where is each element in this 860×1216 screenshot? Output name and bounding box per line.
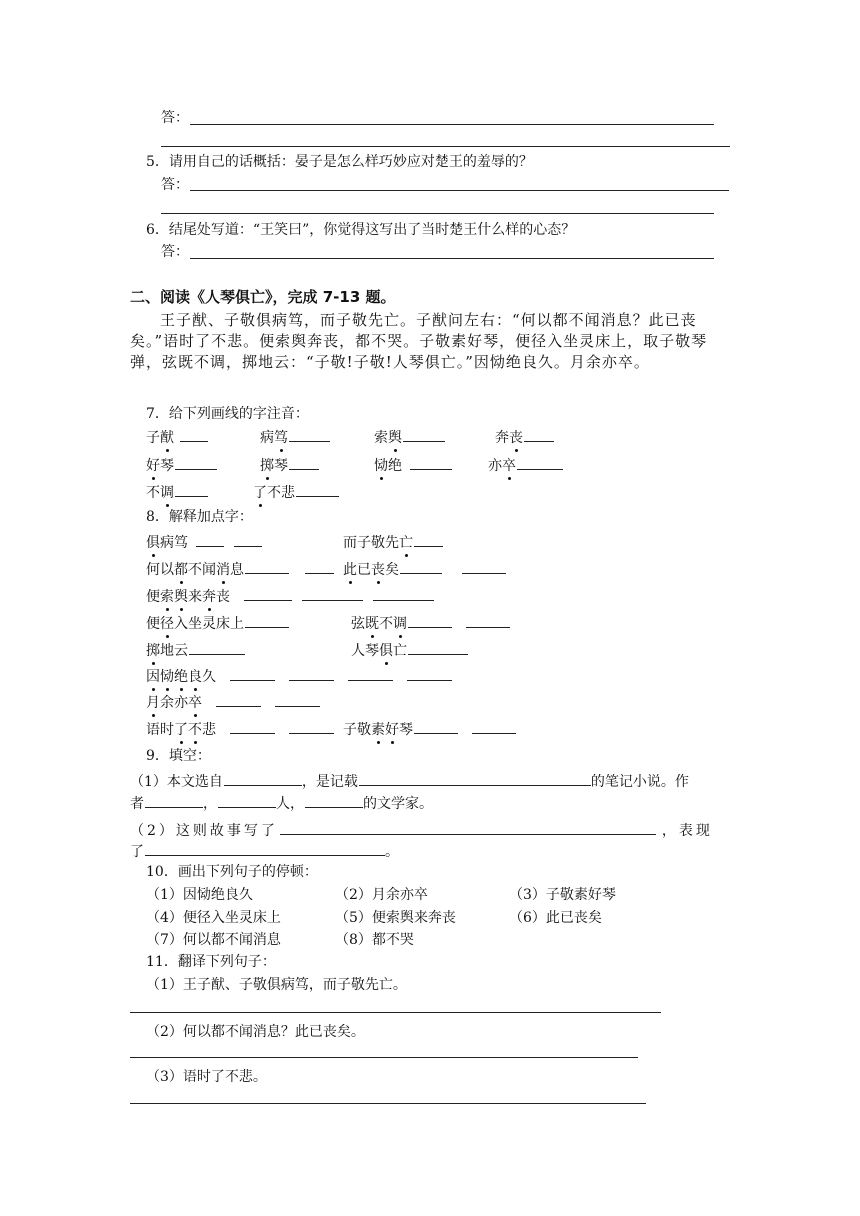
q8-item-4 [343, 559, 506, 579]
q7-item-6 [260, 455, 319, 475]
q5-answer-label: 答： [161, 177, 189, 193]
q7-item-7 [374, 455, 452, 475]
emphasis-dot-char: 奔 [202, 589, 216, 605]
q7-item-4 [495, 427, 554, 447]
emphasis-dot-char: 绝 [174, 669, 188, 685]
q9-part2-line2 [130, 841, 399, 861]
q9-blank-story[interactable] [280, 820, 656, 835]
q7-blank-9[interactable] [175, 482, 208, 497]
q8-blank-9[interactable] [408, 640, 468, 655]
emphasis-dot-char: 良 [188, 669, 202, 685]
q7-blank-2[interactable] [289, 427, 330, 442]
q8-blank-1a[interactable] [196, 532, 224, 547]
q8-item-11 [146, 692, 320, 712]
q9-p2-c: 了 [130, 844, 144, 860]
emphasis-dot-char: 月 [146, 695, 160, 711]
q8-blank-3a[interactable] [245, 559, 289, 574]
q7-item-2-text: 病笃 [260, 430, 288, 446]
q9-p1-c: 的笔记小说。作 [590, 774, 689, 790]
q7-item-9-text: 不调 [146, 485, 174, 501]
q8-blank-8[interactable] [189, 640, 245, 655]
q5-answer-line-1[interactable] [190, 190, 729, 191]
q8-blank-11a[interactable] [216, 692, 261, 707]
q7-item-5-text: 好琴 [146, 458, 174, 474]
q8-item-2 [343, 532, 443, 552]
q9-blank-source[interactable] [224, 771, 302, 786]
q8-blank-3b[interactable] [305, 559, 334, 574]
q11-answer-line-1[interactable] [130, 1012, 661, 1013]
q8-item-13-text: 子敬素好琴 [343, 722, 413, 738]
q9-p1-a: （1）本文选自 [130, 774, 223, 790]
emphasis-dot-char: 因 [146, 669, 160, 685]
q11-title: 11．翻译下列句子： [146, 954, 276, 970]
q7-item-10 [253, 482, 339, 502]
q10-item-4[interactable]: （4）便径入坐灵床上 [146, 910, 281, 926]
q9-p1-e: ， [203, 796, 217, 812]
q8-blank-11b[interactable] [275, 692, 320, 707]
emphasis-dot-char: 掷 [146, 643, 160, 659]
emphasis-dot-char: 好 [385, 722, 399, 738]
q7-blank-5[interactable] [175, 455, 217, 470]
q10-item-2[interactable]: （2）月余亦卒 [335, 887, 428, 903]
passage [130, 310, 730, 373]
emphasis-dot-char: 调 [160, 485, 174, 501]
q7-item-3-text: 索舆 [374, 430, 402, 446]
q9-part1-line1 [130, 771, 689, 791]
q8-blank-1b[interactable] [234, 532, 262, 547]
q9-p1-d: 者 [130, 796, 144, 812]
q8-item-9-text: 人琴俱亡 [351, 643, 407, 659]
q7-blank-4[interactable] [524, 427, 554, 442]
q11-answer-line-2[interactable] [130, 1057, 638, 1058]
q10-item-5[interactable]: （5）便索舆来奔丧 [335, 910, 456, 926]
q8-item-5 [146, 586, 434, 606]
q8-blank-12b[interactable] [289, 719, 334, 734]
emphasis-dot-char: 卒 [188, 695, 202, 711]
q8-item-7 [351, 613, 510, 633]
q9-blank-place[interactable] [218, 793, 276, 808]
emphasis-dot-char: 掷 [260, 458, 274, 474]
emphasis-dot-char: 卒 [502, 458, 516, 474]
q9-part2-line1 [130, 820, 713, 840]
q8-item-11-text: 月余亦卒 [146, 695, 202, 711]
q9-p2-d: 。 [385, 844, 399, 860]
q9-p2-a: （2）这则故事写了 [130, 823, 278, 839]
q8-blank-10d[interactable] [407, 666, 452, 681]
q9-p1-g: 的文学家。 [363, 796, 433, 812]
q9-blank-express[interactable] [145, 841, 385, 856]
q4-answer-label: 答： [161, 110, 189, 126]
q11-answer-line-3[interactable] [130, 1103, 646, 1104]
q9-blank-author[interactable] [145, 793, 203, 808]
q8-item-1 [146, 532, 262, 552]
q9-title: 9．填空： [146, 748, 211, 764]
q10-title: 10．画出下列句子的停顿： [146, 864, 318, 880]
q8-blank-5c[interactable] [373, 586, 434, 601]
q8-title: 8．解释加点字： [146, 509, 253, 525]
emphasis-dot-char: 恸 [160, 669, 174, 685]
q5-question: 5．请用自己的话概括：晏子是怎么样巧妙应对楚王的羞辱的？ [146, 154, 533, 170]
q6-answer-label: 答： [161, 244, 189, 260]
q8-item-6 [146, 613, 289, 633]
q8-item-1-text: 俱病笃 [146, 535, 188, 551]
q8-item-12-text: 语时了不悲 [146, 722, 216, 738]
q10-item-3[interactable]: （3）子敬素好琴 [509, 887, 616, 903]
q10-item-1[interactable]: （1）因恸绝良久 [146, 887, 253, 903]
q8-item-13 [343, 719, 516, 739]
emphasis-dot-char: 猷 [160, 430, 174, 446]
emphasis-dot-char: 丧 [509, 430, 523, 446]
q8-item-5-text: 便索舆来奔丧 [146, 589, 230, 605]
emphasis-dot-char: 此 [343, 562, 357, 578]
emphasis-dot-char: 了 [174, 722, 188, 738]
q7-item-4-text: 奔丧 [495, 430, 523, 446]
q9-p1-b: ，是记载 [301, 774, 358, 790]
emphasis-dot-char: 舆 [174, 589, 188, 605]
q7-item-8-text: 亦卒 [488, 458, 516, 474]
emphasis-dot-char: 笃 [274, 430, 288, 446]
emphasis-dot-char: 恸 [374, 458, 388, 474]
q8-item-2-text: 而子敬先亡 [343, 535, 413, 551]
q8-blank-13a[interactable] [414, 719, 458, 734]
q8-blank-10b[interactable] [289, 666, 334, 681]
emphasis-dot-char: 丧 [371, 562, 385, 578]
emphasis-dot-char: 俱 [146, 535, 160, 551]
q11-item-3: （3）语时了不悲。 [146, 1069, 267, 1085]
q7-item-1 [146, 427, 208, 447]
q7-item-2 [260, 427, 330, 447]
emphasis-dot-char: 消 [216, 562, 230, 578]
q8-item-7-text: 弦既不调 [351, 616, 407, 632]
q8-item-8-text: 掷地云 [146, 643, 188, 659]
q7-title: 7．给下列画线的字注音： [146, 406, 309, 422]
q7-blank-1[interactable] [180, 427, 208, 442]
q9-part1-line2 [130, 793, 433, 813]
emphasis-dot-char: 舆 [388, 430, 402, 446]
q4-answer-line-2[interactable] [161, 146, 730, 147]
q8-item-3-text: 何以都不闻消息 [146, 562, 244, 578]
emphasis-dot-char: 不 [188, 722, 202, 738]
q10-item-6[interactable]: （6）此已丧矣 [509, 910, 602, 926]
q6-answer-line[interactable] [190, 258, 714, 259]
q8-item-10 [146, 666, 452, 686]
emphasis-dot-char: 了 [253, 485, 267, 501]
q8-item-12 [146, 719, 334, 739]
q7-item-10-text: 了不悲 [253, 485, 295, 501]
section2-title: 二、阅读《人琴俱亡》，完成 7-13 题。 [130, 288, 396, 306]
q7-item-8 [488, 455, 563, 475]
q8-blank-7a[interactable] [408, 613, 452, 628]
q9-blank-dynasty[interactable] [305, 793, 363, 808]
q7-item-9 [146, 482, 208, 502]
q10-item-8[interactable]: （8）都不哭 [335, 932, 414, 948]
q8-blank-10c[interactable] [348, 666, 393, 681]
q8-blank-13b[interactable] [472, 719, 516, 734]
q8-item-10-text: 因恸绝良久 [146, 669, 216, 685]
q9-blank-record[interactable] [359, 771, 591, 786]
q8-blank-4b[interactable] [462, 559, 506, 574]
q8-blank-5b[interactable] [302, 586, 363, 601]
q7-blank-10[interactable] [296, 482, 339, 497]
q7-item-1-text: 子猷 [146, 430, 174, 446]
passage-text: 王子猷、子敬俱病笃，而子敬先亡。子猷问左右：“何以都不闻消息？此已丧矣。”语时了不悲。便索舆奔丧，都不哭。子敬素好琴，便径入坐灵床上，取子敬琴弹，弦既不调，掷地云：“子敬!子敬!人琴俱亡。”因恸绝良久。月余亦卒。 [130, 311, 708, 371]
q8-blank-4a[interactable] [400, 559, 442, 574]
emphasis-dot-char: 俱 [379, 643, 393, 659]
q8-item-8 [146, 640, 245, 660]
q8-item-4-text: 此已丧矣 [343, 562, 399, 578]
q9-p1-f: 人， [276, 796, 304, 812]
emphasis-dot-char: 都 [174, 562, 188, 578]
q7-blank-7[interactable] [410, 455, 452, 470]
q8-blank-7b[interactable] [466, 613, 510, 628]
q7-blank-8[interactable] [517, 455, 563, 470]
q8-blank-6[interactable] [245, 613, 289, 628]
q9-p2-b: ，表现 [661, 823, 713, 839]
emphasis-dot-char: 亡 [399, 535, 413, 551]
emphasis-dot-char: 素 [371, 722, 385, 738]
q11-item-2: （2）何以都不闻消息？此已丧矣。 [146, 1024, 365, 1040]
q5-answer-line-2[interactable] [161, 213, 714, 214]
q8-blank-2[interactable] [414, 532, 443, 547]
emphasis-dot-char: 索 [160, 589, 174, 605]
emphasis-dot-char: 径 [160, 616, 174, 632]
q7-blank-3[interactable] [403, 427, 445, 442]
q4-answer-line-1[interactable] [190, 124, 714, 125]
q8-item-3 [146, 559, 334, 579]
q8-blank-12a[interactable] [230, 719, 275, 734]
emphasis-dot-char: 既 [365, 616, 379, 632]
emphasis-dot-char: 好 [146, 458, 160, 474]
q8-blank-10a[interactable] [230, 666, 275, 681]
q10-item-7[interactable]: （7）何以都不闻消息 [146, 932, 281, 948]
q8-item-9 [351, 640, 468, 660]
q6-question: 6．结尾处写道：“王笑曰”，你觉得这写出了当时楚王什么样的心态？ [146, 222, 576, 238]
q11-item-1: （1）王子猷、子敬俱病笃，而子敬先亡。 [146, 977, 407, 993]
emphasis-dot-char: 调 [393, 616, 407, 632]
q7-item-7-text: 恸绝 [374, 458, 402, 474]
q7-blank-6[interactable] [289, 455, 319, 470]
q8-item-6-text: 便径入坐灵床上 [146, 616, 244, 632]
q8-blank-5a[interactable] [244, 586, 292, 601]
q7-item-6-text: 掷琴 [260, 458, 288, 474]
q7-item-3 [374, 427, 445, 447]
q7-item-5 [146, 455, 217, 475]
